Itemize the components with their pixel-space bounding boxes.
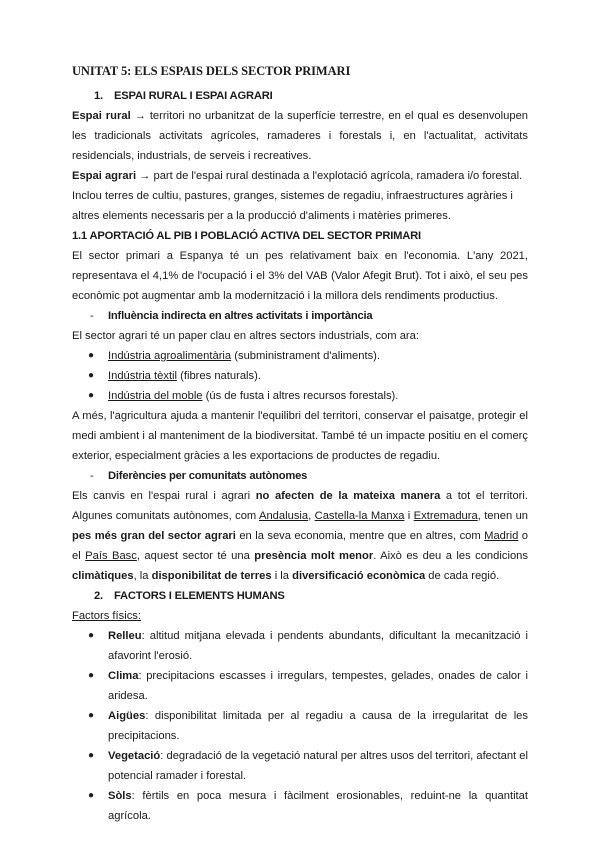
item-text: : degradació de la vegetació natural per altres usos del territori, afectant el potencial ramader i forestal. xyxy=(108,750,528,782)
dash-marker: - xyxy=(90,470,94,482)
list-item xyxy=(72,746,528,786)
section-number: 2. xyxy=(94,590,103,602)
text: , la xyxy=(133,570,152,582)
section-heading-text: ESPAI RURAL I ESPAI AGRARI xyxy=(114,90,273,102)
text: , aquest sector té una xyxy=(136,550,255,562)
list-item xyxy=(72,386,528,406)
subheading-text: Influència indirecta en altres activitats i importància xyxy=(108,310,373,322)
dash-marker: - xyxy=(90,310,94,322)
factors-label: Factors físics: xyxy=(72,610,141,622)
item-text: : disponibilitat limitada per al regadiu a causa de la irregularitat de les precipitacions. xyxy=(108,710,528,742)
text: . Això es deu a les condicions xyxy=(373,550,528,562)
definition-espai-agrari xyxy=(72,166,528,186)
text: a tot el territori. Algunes comunitats autònomes, com xyxy=(72,490,528,522)
link-pais-basc[interactable]: País Basc xyxy=(85,550,137,562)
term: Relleu xyxy=(108,630,142,642)
list-item xyxy=(72,786,528,826)
arrow-icon: → xyxy=(139,170,151,182)
section-1-heading xyxy=(72,86,528,106)
bullet-icon: ● xyxy=(88,630,95,641)
bullet-icon: ● xyxy=(88,370,95,381)
bullet-icon: ● xyxy=(88,350,95,361)
list-item xyxy=(72,626,528,666)
link-text[interactable]: Indústria agroalimentària xyxy=(108,350,232,362)
term: Vegetació xyxy=(108,750,161,762)
subheading-text: Diferències per comunitats autònomes xyxy=(108,470,308,482)
text: , xyxy=(308,510,315,522)
bold-text: pes més gran del sector agrari xyxy=(72,530,236,542)
paragraph-inclou: Inclou terres de cultiu, pastures, granges, sistemes de regadiu, infraestructures agràries i altres elements necessaris per a la producció d'aliments i matèries primeres. xyxy=(72,190,513,222)
list-item xyxy=(72,366,528,386)
item-text: (ús de fusta i altres recursos forestals). xyxy=(202,390,399,402)
definition-text: territori no urbanitzat de la superfície terrestre, en el qual es desenvolupen les tradicionals activitats agrícoles, ramaderes i forestals i, en l'actualitat, activitats residencials, industrials, de serveis i recreatives. xyxy=(72,110,529,162)
section-heading-text: FACTORS I ELEMENTS HUMANS xyxy=(114,590,285,602)
text: Els canvis en l'espai rural i agrari xyxy=(72,490,256,502)
link-andalusia[interactable]: Andalusia xyxy=(259,510,309,522)
industry-list xyxy=(72,346,528,406)
list-item xyxy=(72,346,528,366)
factors-list xyxy=(72,626,528,826)
bullet-icon: ● xyxy=(88,790,95,801)
term: Aigües xyxy=(108,710,146,722)
link-castella-la-manxa[interactable]: Castella-la Manxa xyxy=(314,510,405,522)
paragraph-ames: A més, l'agricultura ajuda a mantenir l'equilibri del territori, conservar el paisatge, protegir el medi ambient i al manteniment de la biodiversitat. També té un impacte positiu en el comerç exterior, especialment gràcies a les exportacions de productes de regadiu. xyxy=(72,410,528,462)
text: de cada regió. xyxy=(425,570,500,582)
text: , tenen un xyxy=(477,510,529,522)
list-item xyxy=(72,706,528,746)
definition-espai-rural xyxy=(72,106,528,166)
document-page xyxy=(72,64,528,826)
term: Clima xyxy=(108,670,139,682)
text: i la xyxy=(271,570,293,582)
link-madrid[interactable]: Madrid xyxy=(484,530,519,542)
unit-title: UNITAT 5: ELS ESPAIS DELS SECTOR PRIMARI xyxy=(72,64,351,78)
item-text: : altitud mitjana elevada i pendents abundants, dificultant la mecanització i afavorint l'erosió. xyxy=(108,630,528,662)
item-text: : fèrtils en poca mesura i fàcilment erosionables, reduint-ne la quantitat agrícola. xyxy=(108,790,528,822)
subheading-influencia xyxy=(72,306,528,326)
term: Espai rural xyxy=(72,110,131,122)
text: en la seva economia, mentre que en altres, com xyxy=(235,530,485,542)
bold-text: climàtiques xyxy=(72,570,134,582)
item-text: (subministrament d'aliments). xyxy=(231,350,381,362)
section-2-heading xyxy=(72,586,528,606)
bullet-icon: ● xyxy=(88,710,95,721)
text: o el xyxy=(72,530,528,562)
term: Espai agrari xyxy=(72,170,137,182)
definition-text: part de l'espai rural destinada a l'explotació agrícola, ramadera i/o forestal. xyxy=(153,170,523,182)
list-item xyxy=(72,666,528,706)
term: Sòls xyxy=(108,790,132,802)
bold-text: presència molt menor xyxy=(254,550,374,562)
paragraph-intro: El sector agrari té un paper clau en altres sectors industrials, com ara: xyxy=(72,330,419,342)
subheading-diferencies xyxy=(72,466,528,486)
bold-text: disponibilitat de terres xyxy=(151,570,272,582)
item-text: : precipitacions escasses i irregulars, tempestes, gelades, onades de calor i aridesa. xyxy=(108,670,528,702)
section-1-1-heading: 1.1 APORTACIÓ AL PIB I POBLACIÓ ACTIVA DEL SECTOR PRIMARI xyxy=(72,230,421,242)
bullet-icon: ● xyxy=(88,670,95,681)
paragraph-comunitats xyxy=(72,486,528,586)
bold-text: diversificació econòmica xyxy=(292,570,426,582)
arrow-icon: → xyxy=(134,110,146,122)
bullet-icon: ● xyxy=(88,750,95,761)
section-number: 1. xyxy=(94,90,103,102)
text: i xyxy=(404,510,414,522)
link-text[interactable]: Indústria del moble xyxy=(108,390,203,402)
paragraph-pib: El sector primari a Espanya té un pes relativament baix en l'economia. L'any 2021, representava el 4,1% de l'ocupació i el 3% del VAB (Valor Afegit Brut). Tot i això, el seu pes econòmic pot augmentar amb la modernització i la millora dels rendiments productius. xyxy=(72,250,528,302)
link-text[interactable]: Indústria tèxtil xyxy=(108,370,178,382)
item-text: (fibres naturals). xyxy=(177,370,261,382)
bullet-icon: ● xyxy=(88,390,95,401)
link-extremadura[interactable]: Extremadura xyxy=(413,510,478,522)
bold-text: no afecten de la mateixa manera xyxy=(255,490,441,502)
